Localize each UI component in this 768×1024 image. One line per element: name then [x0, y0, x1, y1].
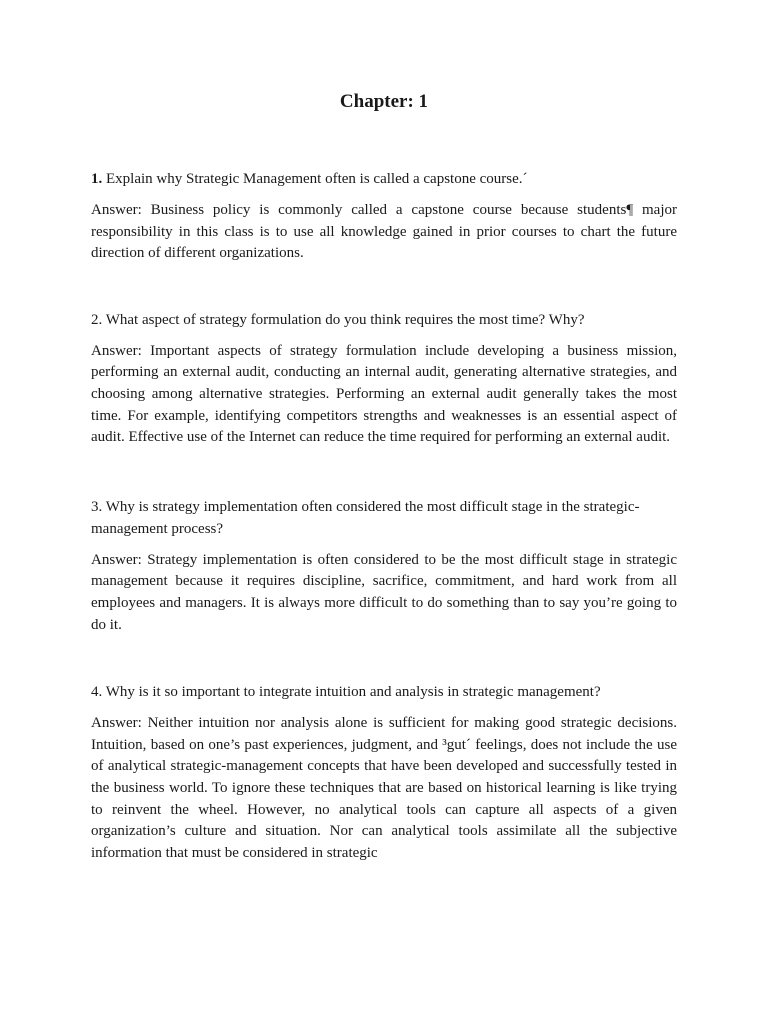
chapter-title: Chapter: 1: [339, 91, 429, 112]
qa-item-1: [91, 168, 677, 265]
answer-2: Answer: Important aspects of strategy formulation include developing a business mission, performing an external audit, conducting an internal audit, generating alternative strategies, and choosing among alternative strategies. Performing an external audit generally takes the most time. For example, identifying competitors strengths and weaknesses is an essential aspect of audit. Effective use of the Internet can reduce the time required for performing an external audit.: [91, 342, 677, 446]
qa-item-3: [91, 496, 677, 636]
question-1-number: 1.: [91, 171, 103, 187]
answer-4: Answer: Neither intuition nor analysis alone is sufficient for making good strategic decisions. Intuition, based on one’s past experiences, judgment, and ³gut´ feelings, does not include the use of analytical strategic-management concepts that have been developed and successfully tested in the business world. To ignore these techniques that are based on historical learning is like trying to reinvent the wheel. However, no analytical tools can capture all aspects of a given organization’s culture and situation. Nor can analytical tools assimilate all the subjective information that must be considered in strategic: [91, 715, 677, 861]
question-2: 2. What aspect of strategy formulation do you think requires the most time? Why?: [91, 311, 585, 328]
question-1: [91, 168, 677, 190]
answer-3: Answer: Strategy implementation is often considered to be the most difficult stage in strategic management because it requires discipline, sacrifice, commitment, and hard work from all employees and managers. It is always more difficult to do something than to say you’re going to do it.: [91, 551, 677, 633]
qa-item-4: [91, 681, 677, 864]
question-3: 3. Why is strategy implementation often considered the most difficult stage in the strategic-management process?: [91, 498, 640, 537]
answer-1: Answer: Business policy is commonly called a capstone course because students¶ major responsibility in this class is to use all knowledge gained in prior courses to chart the future direction of different organizations.: [91, 202, 677, 262]
question-4: 4. Why is it so important to integrate intuition and analysis in strategic management?: [91, 684, 601, 701]
qa-item-2: [91, 309, 677, 449]
question-1-text: Explain why Strategic Management often is called a capstone course.´: [106, 171, 528, 187]
